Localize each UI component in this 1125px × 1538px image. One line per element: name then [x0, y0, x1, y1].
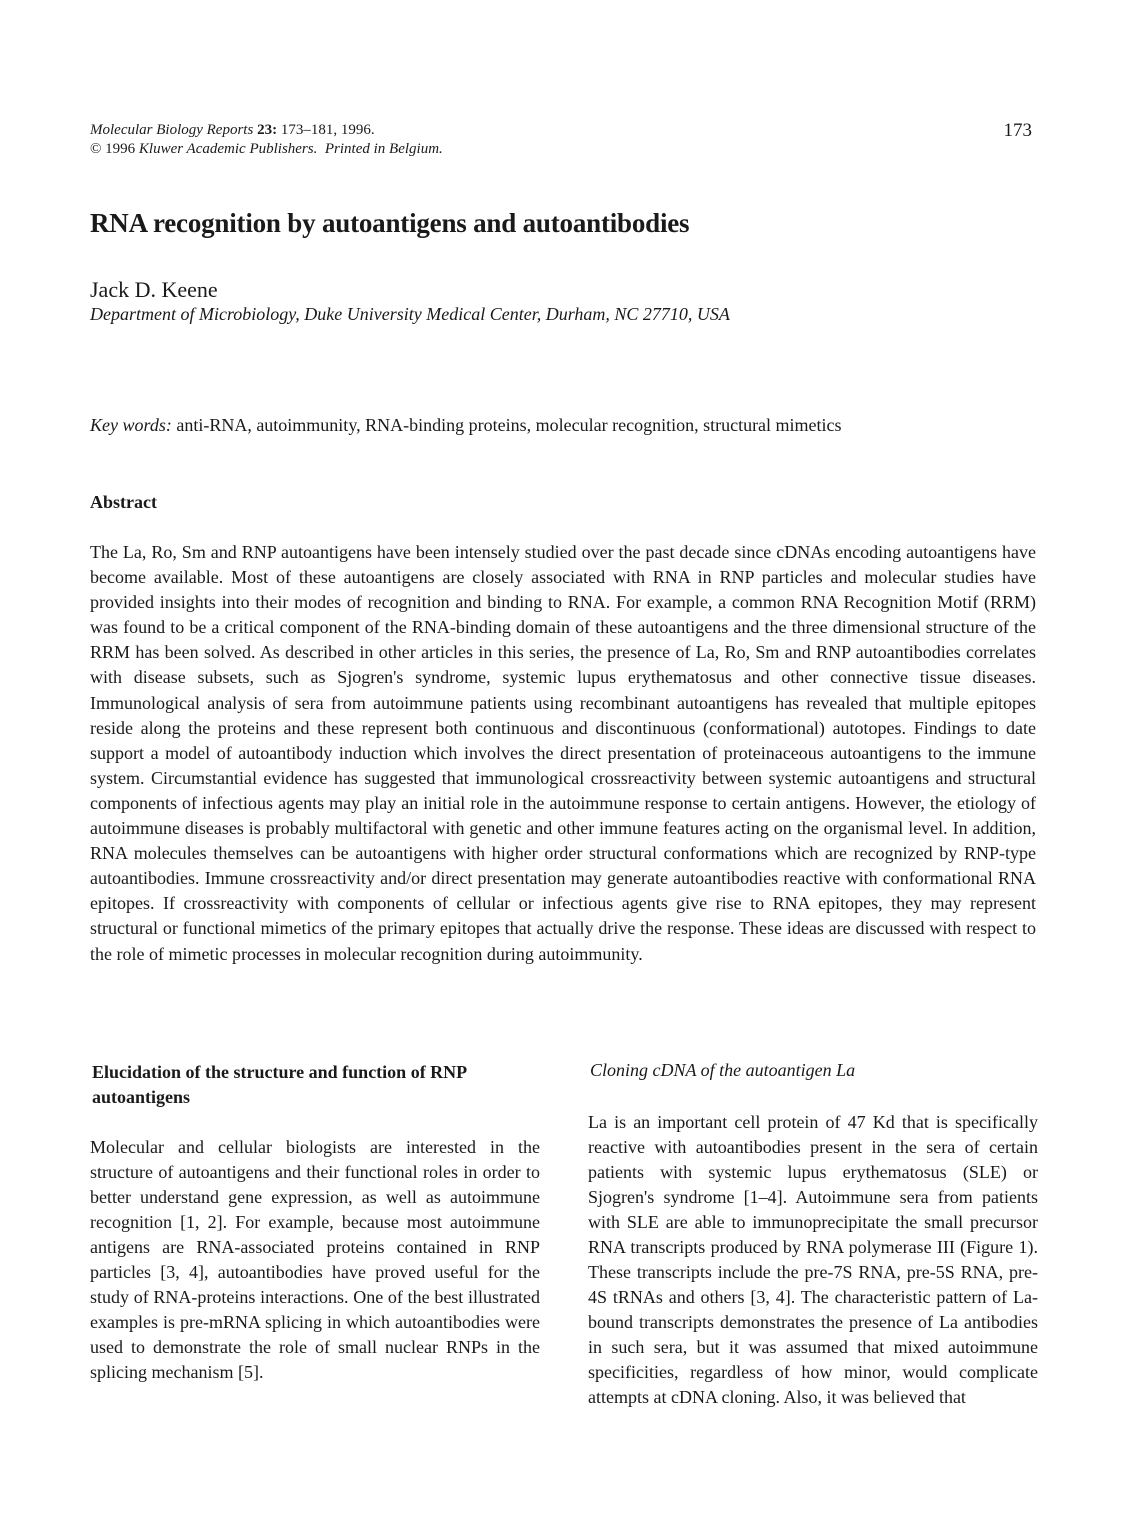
section-heading-la-cloning: Cloning cDNA of the autoantigen La	[590, 1060, 856, 1080]
journal-pages-year: 173–181, 1996.	[280, 122, 375, 138]
keywords-label: Key words:	[90, 415, 172, 435]
copyright-line	[90, 140, 443, 159]
author-name: Jack D. Keene	[90, 277, 218, 302]
section-body-la-cloning: La is an important cell protein of 47 Kd that is specifically reactive with autoantibodies present in the sera of certain patients with systemic lupus erythematosus (SLE) or Sjogren's syndrome [1–4]. Autoimmune sera from patients with SLE are able to immunoprecipitate the small precursor RNA transcripts produced by RNA polymerase III (Figure 1). These transcripts include the pre-7S RNA, pre-5S RNA, pre-4S tRNAs and others [3, 4]. The characteristic pattern of La-bound transcripts demonstrates the presence of La antibodies in such sera, but it was assumed that mixed autoimmune specificities, regardless of how minor, would complicate attempts at cDNA cloning. Also, it was believed that	[588, 1112, 1038, 1407]
section-body-rnp: Molecular and cellular biologists are interested in the structure of autoantigens and their functional roles in order to better understand gene expression, as well as autoimmune recognition [1, 2]. For example, because most autoimmune antigens are RNA-associated proteins contained in RNP particles [3, 4], autoantibodies have proved useful for the study of RNA-proteins interactions. One of the best illustrated examples is pre-mRNA splicing in which autoantibodies were used to demonstrate the role of small nuclear RNPs in the splicing mechanism [5].	[90, 1137, 540, 1382]
copyright-year: 1996	[105, 141, 136, 157]
section-heading-rnp: Elucidation of the structure and function of RNP autoantigens	[92, 1062, 467, 1107]
keywords	[90, 415, 842, 436]
abstract-text: The La, Ro, Sm and RNP autoantigens have been intensely studied over the past decade since cDNAs encoding autoantigens have become available. Most of these autoantigens are closely associated with RNA in RNP particles and molecular studies have provided insights into their modes of recognition and binding to RNA. For example, a common RNA Recognition Motif (RRM) was found to be a critical component of the RNA-binding domain of these autoantigens and the three dimensional structure of the RRM has been solved. As described in other articles in this series, the presence of La, Ro, Sm and RNP autoantibodies correlates with disease subsets, such as Sjogren's syndrome, systemic lupus erythematosus and other connective tissue diseases. Immunological analysis of sera from autoimmune patients using recombinant autoantigens has revealed that multiple epitopes reside along the proteins and these represent both continuous and discontinuous (conformational) autotopes. Findings to date support a model of autoantibody induction which involves the direct presentation of proteinaceous autoantigens to the immune system. Circumstantial evidence has suggested that immunological crossreactivity between systemic autoantigens and structural components of infectious agents may play an initial role in the autoimmune response to certain antigens. However, the etiology of autoimmune diseases is probably multifactoral with genetic and other immune features acting on the organismal level. In addition, RNA molecules themselves can be autoantigens with higher order structural conformations which are recognized by RNP-type autoantibodies. Immune crossreactivity and/or direct presentation may generate autoantibodies reactive with conformational RNA epitopes. If crossreactivity with components of cellular or infectious agents give rise to RNA epitopes, they may represent structural or functional mimetics of the primary epitopes that actually drive the response. These ideas are discussed with respect to the role of mimetic processes in molecular recognition during autoimmunity.	[90, 542, 1036, 964]
paper-title: RNA recognition by autoantigens and autoantibodies	[90, 208, 690, 238]
abstract-heading: Abstract	[90, 492, 157, 512]
journal-citation	[90, 121, 443, 159]
citation-line	[90, 121, 443, 140]
page-number: 173	[1003, 120, 1032, 141]
journal-volume: 23:	[257, 122, 278, 138]
publisher: Kluwer Academic Publishers.	[138, 141, 318, 157]
author-affiliation: Department of Microbiology, Duke University Medical Center, Durham, NC 27710, USA	[90, 304, 730, 324]
copyright-symbol: ©	[90, 141, 102, 157]
printed-in: Printed in Belgium.	[324, 141, 443, 157]
journal-name: Molecular Biology Reports	[90, 122, 254, 138]
keywords-text: anti-RNA, autoimmunity, RNA-binding proteins, molecular recognition, structural mimetics	[176, 415, 842, 435]
